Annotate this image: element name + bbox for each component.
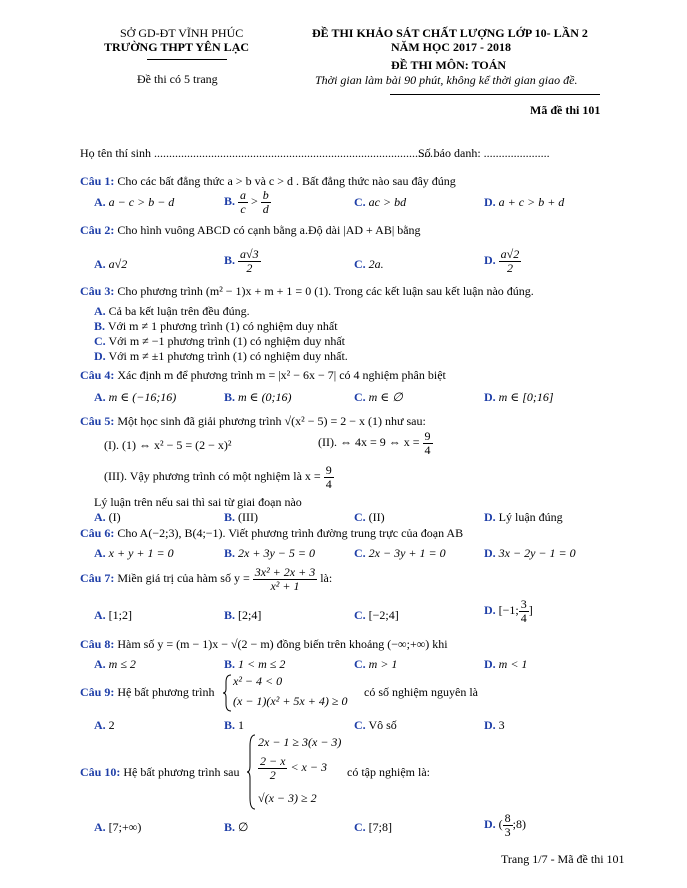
q4-option-c[interactable]: C. m ∈ ∅ [354,390,403,404]
q5-step-1: (I). (1) ⇔ x² − 5 = (2 − x)² [104,438,232,452]
q3-option-b[interactable]: B. Với m ≠ 1 phương trình (1) có nghiệm duy nhất [94,319,338,333]
school-name: TRƯỜNG THPT YÊN LẠC [104,40,250,54]
q8-option-b[interactable]: B. 1 < m ≤ 2 [224,657,286,671]
q2-option-b[interactable]: B. $\frac{a√3}{2}$ [224,247,259,275]
student-name-field[interactable]: Họ tên thí sinh .............................................................................................. [80,146,436,160]
q8-option-c[interactable]: C. m > 1 [354,657,398,671]
q10-system-line-1: 2x − 1 ≥ 3(x − 3) [258,735,342,749]
q9-option-c[interactable]: C. Vô số [354,718,397,732]
question-4: Câu 4: Xác định m để phương trình m = |x² − 6x − 7| có 4 nghiệm phân biệt [80,368,446,382]
q10-option-a[interactable]: A. [7;+∞) [94,820,142,834]
q1-option-a[interactable]: A. a − c > b − d [94,195,175,209]
dept-name: SỞ GD-ĐT VĨNH PHÚC [120,26,244,40]
q10-option-b[interactable]: B. ∅ [224,820,249,834]
q8-option-a[interactable]: A. m ≤ 2 [94,657,136,671]
q8-option-d[interactable]: D. m < 1 [484,657,528,671]
q6-option-a[interactable]: A. x + y + 1 = 0 [94,546,174,560]
question-label: Câu 1: [80,174,115,188]
q5-option-d[interactable]: D. Lý luận đúng [484,510,563,524]
q5-step-2: (II). ⇔ 4x = 9 ⇔ x = $\frac{9}{4}$ [318,429,431,457]
q3-option-a[interactable]: A. Cả ba kết luận trên đều đúng. [94,304,250,318]
question-3: Câu 3: Cho phương trình (m² − 1)x + m + 1 = 0 (1). Trong các kết luận sau kết luận nào đúng. [80,284,534,298]
q9-option-d[interactable]: D. 3 [484,718,505,732]
student-id-field[interactable]: Số báo danh: ...................... [418,146,550,160]
q4-option-b[interactable]: B. m ∈ (0;16) [224,390,292,404]
question-text: Cho các bất đẳng thức a > b và c > d . Bất đẳng thức nào sau đây đúng [117,174,456,188]
left-brace-icon [222,674,232,712]
exam-subject: ĐỀ THI MÔN: TOÁN [391,58,507,72]
q3-option-c[interactable]: C. Với m ≠ −1 phương trình (1) có nghiệm duy nhất [94,334,345,348]
q2-option-d[interactable]: D. $\frac{a√2}{2}$ [484,247,520,275]
question-5: Câu 5: Một học sinh đã giải phương trình √(x² − 5) = 2 − x (1) như sau: [80,414,426,428]
question-2: Câu 2: Cho hình vuông ABCD có cạnh bằng a.Độ dài |AD + AB| bằng [80,223,421,237]
q3-option-d[interactable]: D. Với m ≠ ±1 phương trình (1) có nghiệm duy nhất. [94,349,348,363]
q5-option-c[interactable]: C. (II) [354,510,385,524]
q9-option-b[interactable]: B. 1 [224,718,245,732]
q7-option-a[interactable]: A. [1;2] [94,608,132,622]
question-9: Câu 9: Hệ bất phương trình [80,685,215,699]
q5-step-3: (III). Vậy phương trình có một nghiệm là x = $\frac{9}{4}$ [104,463,332,491]
q5-option-a[interactable]: A. (I) [94,510,121,524]
question-1 [80,174,456,189]
school-year: NĂM HỌC 2017 - 2018 [391,40,511,54]
q1-option-c[interactable]: C. ac > bd [354,195,407,209]
q4-option-d[interactable]: D. m ∈ [0;16] [484,390,554,404]
page-count: Đề thi có 5 trang [137,72,218,86]
q5-reason: Lý luận trên nếu sai thì sai từ giai đoạn nào [94,495,302,509]
exam-time: Thời gian làm bài 90 phút, không kể thời gian giao đề. [315,73,578,87]
q6-option-d[interactable]: D. 3x − 2y − 1 = 0 [484,546,576,560]
q9-option-a[interactable]: A. 2 [94,718,115,732]
q6-option-b[interactable]: B. 2x + 3y − 5 = 0 [224,546,315,560]
question-7: Câu 7: Miền giá trị của hàm số y = $\frac{\text{3x² + 2x + 3}}{\text{x² + 1}}$ là: [80,565,333,593]
question-10: Câu 10: Hệ bất phương trình sau [80,765,240,779]
question-6: Câu 6: Cho A(−2;3), B(4;−1). Viết phương trình đường trung trực của đoạn AB [80,526,464,540]
q7-option-d[interactable]: D. [−1; $\frac{3}{4}$ ] [484,597,533,625]
q10-system-line-2: $\frac{2 - x}{2}$ < x − 3 [260,754,327,782]
q7-option-c[interactable]: C. [−2;4] [354,608,399,622]
q10-option-d[interactable]: D. ( $\frac{8}{3}$ ;8) [484,811,527,839]
q9-system-line-1: x² − 4 < 0 [233,674,283,688]
q1-option-b[interactable]: B. $\frac{a}{c}$ > $\frac{b}{d}$ [224,188,269,216]
header-rule-right [390,94,600,95]
exam-title: ĐỀ THI KHẢO SÁT CHẤT LƯỢNG LỚP 10- LẦN 2 [312,26,588,40]
q4-option-a[interactable]: A. m ∈ (−16;16) [94,390,177,404]
q10-option-c[interactable]: C. [7;8] [354,820,392,834]
q2-option-a[interactable]: A. a√2 [94,257,128,271]
left-brace-icon [246,734,256,810]
q9-system-line-2: (x − 1)(x² + 5x + 4) ≥ 0 [233,694,348,708]
q2-option-c[interactable]: C. 2a. [354,257,384,271]
header-rule-left [147,59,227,60]
q5-option-b[interactable]: B. (III) [224,510,258,524]
exam-code: Mã đề thi 101 [530,103,601,117]
q7-option-b[interactable]: B. [2;4] [224,608,262,622]
question-8: Câu 8: Hàm số y = (m − 1)x − √(2 − m) đồng biến trên khoảng (−∞;+∞) khi [80,637,448,651]
q9-text-end: có số nghiệm nguyên là [364,685,478,699]
q10-system-line-3: √(x − 3) ≥ 2 [258,791,317,805]
q1-option-d[interactable]: D. a + c > b + d [484,195,565,209]
q10-text-end: có tập nghiệm là: [347,765,430,779]
q6-option-c[interactable]: C. 2x − 3y + 1 = 0 [354,546,446,560]
page-footer: Trang 1/7 - Mã đề thi 101 [501,852,625,866]
